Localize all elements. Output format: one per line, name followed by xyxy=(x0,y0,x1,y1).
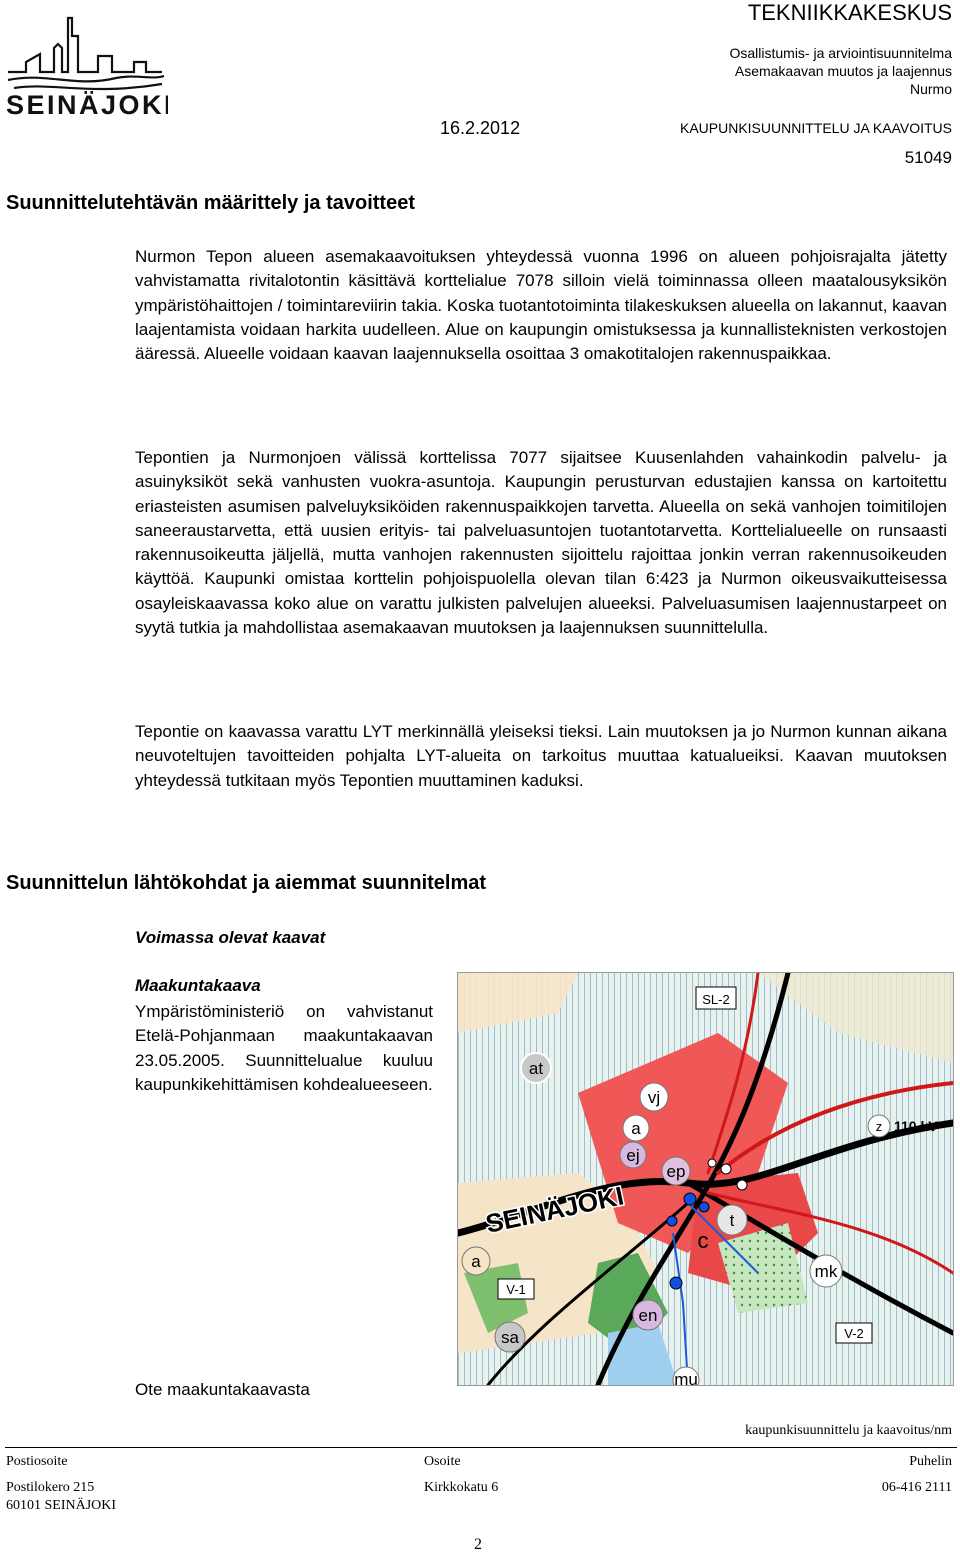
map-label-sa xyxy=(495,1322,525,1352)
document-type: Osallistumis- ja arviointisuunnitelma xyxy=(729,45,952,61)
svg-text:sa: sa xyxy=(501,1328,519,1347)
svg-text:mk: mk xyxy=(814,1262,838,1281)
map-label-z xyxy=(868,1115,890,1137)
map-label-sl2: SL-2 xyxy=(702,992,730,1007)
map-label-v1: V-1 xyxy=(506,1282,526,1297)
svg-text:z: z xyxy=(875,1119,883,1134)
svg-text:a: a xyxy=(631,1119,641,1138)
map-label-ej xyxy=(620,1142,646,1168)
department-title: TEKNIIKKAKESKUS xyxy=(747,0,952,25)
footer-postal-label: Postiosoite xyxy=(6,1454,68,1469)
map-label-vj xyxy=(640,1083,668,1111)
svg-text:mu: mu xyxy=(674,1370,698,1385)
map-label-c xyxy=(698,1228,709,1253)
map-label-ep xyxy=(662,1157,690,1185)
svg-text:vj: vj xyxy=(647,1088,661,1107)
map-label-a1 xyxy=(623,1115,649,1141)
paragraph-3: Tepontie on kaavassa varattu LYT merkinnällä yleiseksi tieksi. Lain muutoksen ja jo Nurmon kunnan aikana neuvoteltujen tavoitteiden pohjalta LYT-alueita on tarkoitus muuttaa katualueiksi. Kaavan muutoksen yhteydessä tutkitaan myös Tepontien muuttaminen kaduksi. xyxy=(135,722,947,790)
city-logo xyxy=(6,14,168,124)
map-caption: Ote maakuntakaavasta xyxy=(135,1380,310,1399)
document-date: 16.2.2012 xyxy=(440,118,521,138)
paragraph-1: Nurmon Tepon alueen asemakaavoituksen yhteydessä vuonna 1996 on alueen pohjoisrajalta jätetty vahvistamatta rivitalotontin käsittävä korttelialue 7078 silloin vielä toiminnassa olleen maatalousyksikön ympäristöhaittojen / toimintareviirin takia. Koska tuotantotoiminta tilakeskuksen alueella on lakannut, kaavan laajentamista voidaan harkita uudelleen. Alue on kaupungin omistuksessa ja kunnallisteknisten verkostojen ääressä. Alueelle voidaan kaavan laajennuksella osoittaa 3 omakotitalojen rakennuspaikkaa. xyxy=(135,247,947,364)
svg-text:at: at xyxy=(528,1059,544,1078)
svg-text:ep: ep xyxy=(666,1162,686,1181)
subheading-regional-plan: Maakuntakaava xyxy=(135,976,261,995)
footer-address-label: Osoite xyxy=(424,1454,461,1469)
paragraph-2: Tepontien ja Nurmonjoen välissä korttelissa 7077 sijaitsee Kuusenlahden vahainkodin palvelu- ja asuinyksiköt sekä vanhusten vuokra-asuntoja. Kaupungin perusturvan edustajien kanssa on kartoitettu eriasteisten asumisen palveluyksiköiden rakennuspaikkojen tarvetta. Alueella on sekä vanhojen toimitilojen saneeraustarvetta, että uusien erityis- tai palveluasuntojen tuotantotarvetta. Korttelialueelle on runsaasti rakennusoikeutta jäljellä, mutta vanhojen rakennusten sijoittelu rajoittaa jonkin verran rakennusoikeuden käyttöä. Kaupunki omistaa korttelin pohjoispuolella olevan tilan 6:423 ja Nurmon oikeusvaikutteisessa osayleiskaavassa koko alue on varattu julkisten palvelujen alueeksi. Palveluasumisen laajennustarpeet on syytä tutkia ja mahdollistaa asemakaavan muutoksen ja laajennuksen suunnittelulla. xyxy=(135,448,947,638)
svg-text:en: en xyxy=(638,1306,658,1325)
office-name: KAUPUNKISUUNNITTELU JA KAAVOITUS xyxy=(679,120,952,136)
footer-phone-label: Puhelin xyxy=(909,1454,952,1469)
map-city-label: SEINÄJOKI xyxy=(483,1180,627,1239)
document-subject: Asemakaavan muutos ja laajennus xyxy=(734,63,952,79)
map-label-en xyxy=(633,1300,663,1330)
footer-phone-number: 06-416 2111 xyxy=(881,1480,952,1495)
document-number: 51049 xyxy=(904,148,952,167)
map-label-v2: V-2 xyxy=(844,1326,864,1341)
svg-text:t: t xyxy=(729,1211,735,1230)
svg-text:c: c xyxy=(697,1228,709,1253)
section-heading-basis: Suunnittelun lähtökohdat ja aiemmat suunnitelmat xyxy=(6,872,487,894)
document-location: Nurmo xyxy=(909,81,952,97)
map-label-a2 xyxy=(462,1247,490,1275)
map-label-at xyxy=(521,1053,551,1083)
regional-plan-text: Ympäristöministeriö on vahvistanut Etelä-Pohjanmaan maakuntakaavan 23.05.2005. Suunnittelualue kuuluu kaupunkikehittämisen kohdealueeseen. xyxy=(135,1002,433,1094)
regional-plan-map xyxy=(457,972,954,1386)
map-label-t xyxy=(717,1205,747,1235)
map-label-mu xyxy=(673,1367,699,1385)
footer-postal-code: 60101 SEINÄJOKI xyxy=(6,1498,117,1513)
map-label-mk xyxy=(810,1255,842,1287)
subheading-valid-plans: Voimassa olevat kaavat xyxy=(135,928,326,947)
svg-text:ej: ej xyxy=(626,1146,640,1165)
page-number: 2 xyxy=(474,1536,482,1553)
map-label-110kv: 110 kV xyxy=(894,1118,938,1134)
footer-street-address: Kirkkokatu 6 xyxy=(424,1480,499,1495)
section-heading-goals: Suunnittelutehtävän määrittely ja tavoitteet xyxy=(6,192,415,214)
svg-text:a: a xyxy=(471,1252,481,1271)
footer-department: kaupunkisuunnittelu ja kaavoitus/nm xyxy=(745,1423,952,1438)
footer-divider xyxy=(5,1447,957,1448)
svg-text:SEINÄJOKI: SEINÄJOKI xyxy=(6,90,168,120)
footer-postal-box: Postilokero 215 xyxy=(6,1480,95,1495)
